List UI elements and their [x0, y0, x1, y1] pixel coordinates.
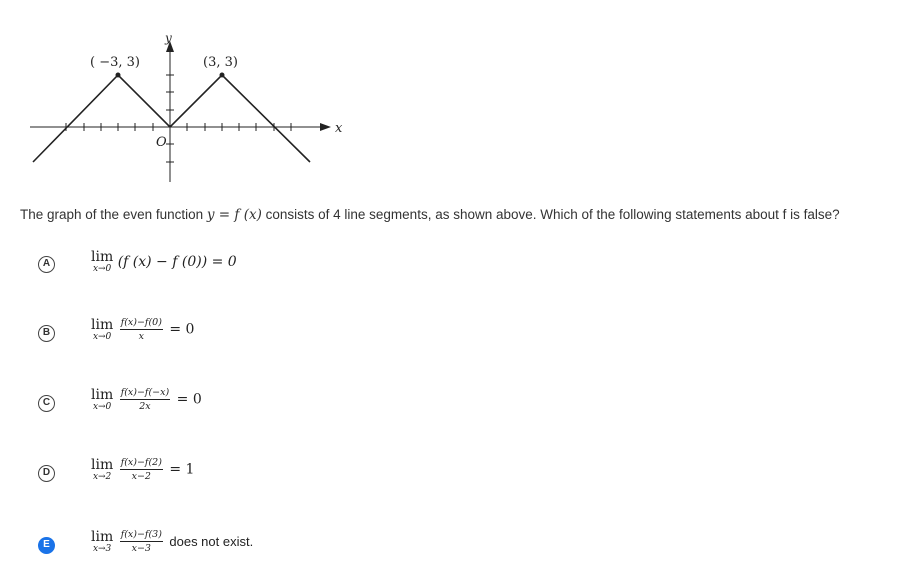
choice-c-expression: lim x→0 $\frac{f(x)-f(-x)}{2x}$ = 0: [91, 386, 202, 412]
choice-a-body: (f (x) − f (0)) = 0: [117, 254, 237, 270]
x-axis-arrow: [320, 123, 331, 131]
choice-c-tail: = 0: [176, 391, 202, 408]
choice-e-expression: lim x→3 $\frac{f(x)-f(3)}{x-3}$ does not exist.: [91, 528, 254, 554]
y-axis-label: y: [165, 31, 172, 45]
question-suffix: consists of 4 line segments, as shown above. Which of the following statements about f is false?: [261, 207, 840, 222]
choice-d-badge[interactable]: D: [38, 465, 55, 482]
choice-e-tail: does not exist.: [169, 534, 254, 549]
point-right-label: (3, 3): [203, 55, 238, 70]
choice-b-badge[interactable]: B: [38, 325, 55, 342]
point-right-peak: [220, 73, 225, 78]
question-text: [20, 207, 840, 223]
x-axis-label: x: [335, 121, 343, 136]
point-left-peak: [116, 73, 121, 78]
function-curve: [33, 75, 310, 162]
choice-a-expression: lim x→0 (f (x) − f (0)) = 0: [91, 249, 237, 274]
choice-b-tail: = 0: [169, 321, 195, 338]
question-prefix: The graph of the even function: [20, 207, 207, 222]
question-function: y = f (x): [206, 207, 262, 223]
choice-e-badge[interactable]: E: [38, 537, 55, 554]
function-graph: [0, 0, 917, 200]
choice-c-badge[interactable]: C: [38, 395, 55, 412]
origin-label: O: [156, 135, 167, 150]
point-left-label: ( −3, 3): [90, 55, 140, 70]
choice-b-expression: lim x→0 $\frac{f(x)-f(0)}{x}$ = 0: [91, 316, 195, 342]
choice-d-expression: lim x→2 $\frac{f(x)-f(2)}{x-2}$ = 1: [91, 456, 195, 482]
choice-a-badge[interactable]: A: [38, 256, 55, 273]
choice-d-tail: = 1: [169, 461, 195, 478]
